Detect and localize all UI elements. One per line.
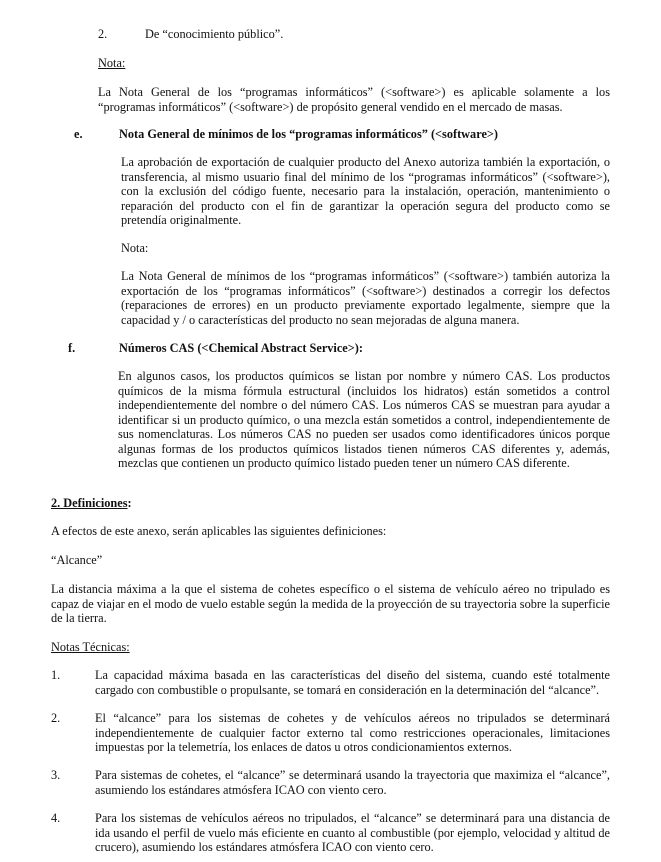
list-item-text: De “conocimiento público”. xyxy=(145,27,284,41)
note-label: Nota: xyxy=(98,56,126,70)
definition-term: “Alcance” xyxy=(51,553,103,567)
list-item-number: 2. xyxy=(98,27,108,41)
definitions-heading-text: 2. Definiciones xyxy=(51,496,128,510)
definitions-heading-colon: : xyxy=(127,496,132,510)
section-e-title: Nota General de mínimos de los “programas informáticos” (<software>) xyxy=(119,127,498,141)
section-e-letter: e. xyxy=(74,127,83,141)
technical-note-text: El “alcance” para los sistemas de cohetes y de vehículos aéreos no tripulados se determinará independientemente de cualquier factor externo tal como restricciones operacionales, limitaciones impuestas por la telemetría, los enlaces de datos u otros condicionamientos externos. xyxy=(95,711,610,754)
technical-note-text: Para los sistemas de vehículos aéreos no tripulados, el “alcance” se determinará para una distancia de ida usando el perfil de vuelo más eficiente en cuanto al combustible (por ejemplo, velocidad y altitud de crucero), asumiendo los estándares atmósfera ICAO con viento cero. xyxy=(95,811,610,854)
note-paragraph: La Nota General de los “programas informáticos” (<software>) es aplicable solamente a los “programas informáticos” (<software>) de propósito general vendido en el mercado de masas. xyxy=(98,85,610,114)
section-f-body: En algunos casos, los productos químicos se listan por nombre y número CAS. Los productos químicos de la misma fórmula estructural (incluidos los hidratos) están sometidos a control independientemente del nombre o del número CAS. Los números CAS se muestran para ayudar a identificar si un producto químico, o una mezcla están sometidos a control, independientemente de sus nomenclaturas. Los números CAS no pueden ser usados como identificadores únicos porque algunas formas de los productos químicos listados tienen números CAS diferentes y, además, mezclas que contienen un producto químico listado pueden tener un número CAS diferente. xyxy=(118,369,610,470)
technical-note-number: 2. xyxy=(51,711,61,725)
technical-note-text: La capacidad máxima basada en las características del diseño del sistema, cuando esté totalmente cargado con combustible o propulsante, se tomará en consideración en la determinación del “alcance”. xyxy=(95,668,610,697)
definitions-heading xyxy=(51,496,132,511)
technical-note-number: 3. xyxy=(51,768,61,782)
definitions-intro: A efectos de este anexo, serán aplicables las siguientes definiciones: xyxy=(51,524,387,538)
technical-note-number: 4. xyxy=(51,811,61,825)
technical-note-number: 1. xyxy=(51,668,61,682)
section-e-note-label: Nota: xyxy=(121,241,149,255)
section-f-letter: f. xyxy=(68,341,76,355)
section-e-note-text: La Nota General de mínimos de los “programas informáticos” (<software>) también autoriza la exportación de los “programas informáticos” (<software>) destinados a corregir los defectos (reparaciones de errores) en un producto previamente exportado legalmente, siempre que la capacidad y / o características del producto no sean mejoradas de alguna manera. xyxy=(121,269,610,327)
section-f-title: Números CAS (<Chemical Abstract Service>): xyxy=(119,341,363,355)
technical-note-text: Para sistemas de cohetes, el “alcance” se determinará usando la trayectoria que maximiza el “alcance”, asumiendo los estándares atmósfera ICAO con viento cero. xyxy=(95,768,610,797)
definition-text: La distancia máxima a la que el sistema de cohetes específico o el sistema de vehículo aéreo no tripulado es capaz de viajar en el modo de vuelo estable según la medida de la proyección de su trayectoria sobre la superficie de la tierra. xyxy=(51,582,610,625)
technical-notes-heading: Notas Técnicas: xyxy=(51,640,130,654)
section-e-body: La aprobación de exportación de cualquier producto del Anexo autoriza también la exportación, o transferencia, al mismo usuario final del mínimo de los “programas informáticos” (<software>), con la exclusión del código fuente, necesario para la instalación, operación, mantenimiento o reparación del producto con el fin de garantizar la operación segura del producto como se pretendía originalmente. xyxy=(121,155,610,227)
